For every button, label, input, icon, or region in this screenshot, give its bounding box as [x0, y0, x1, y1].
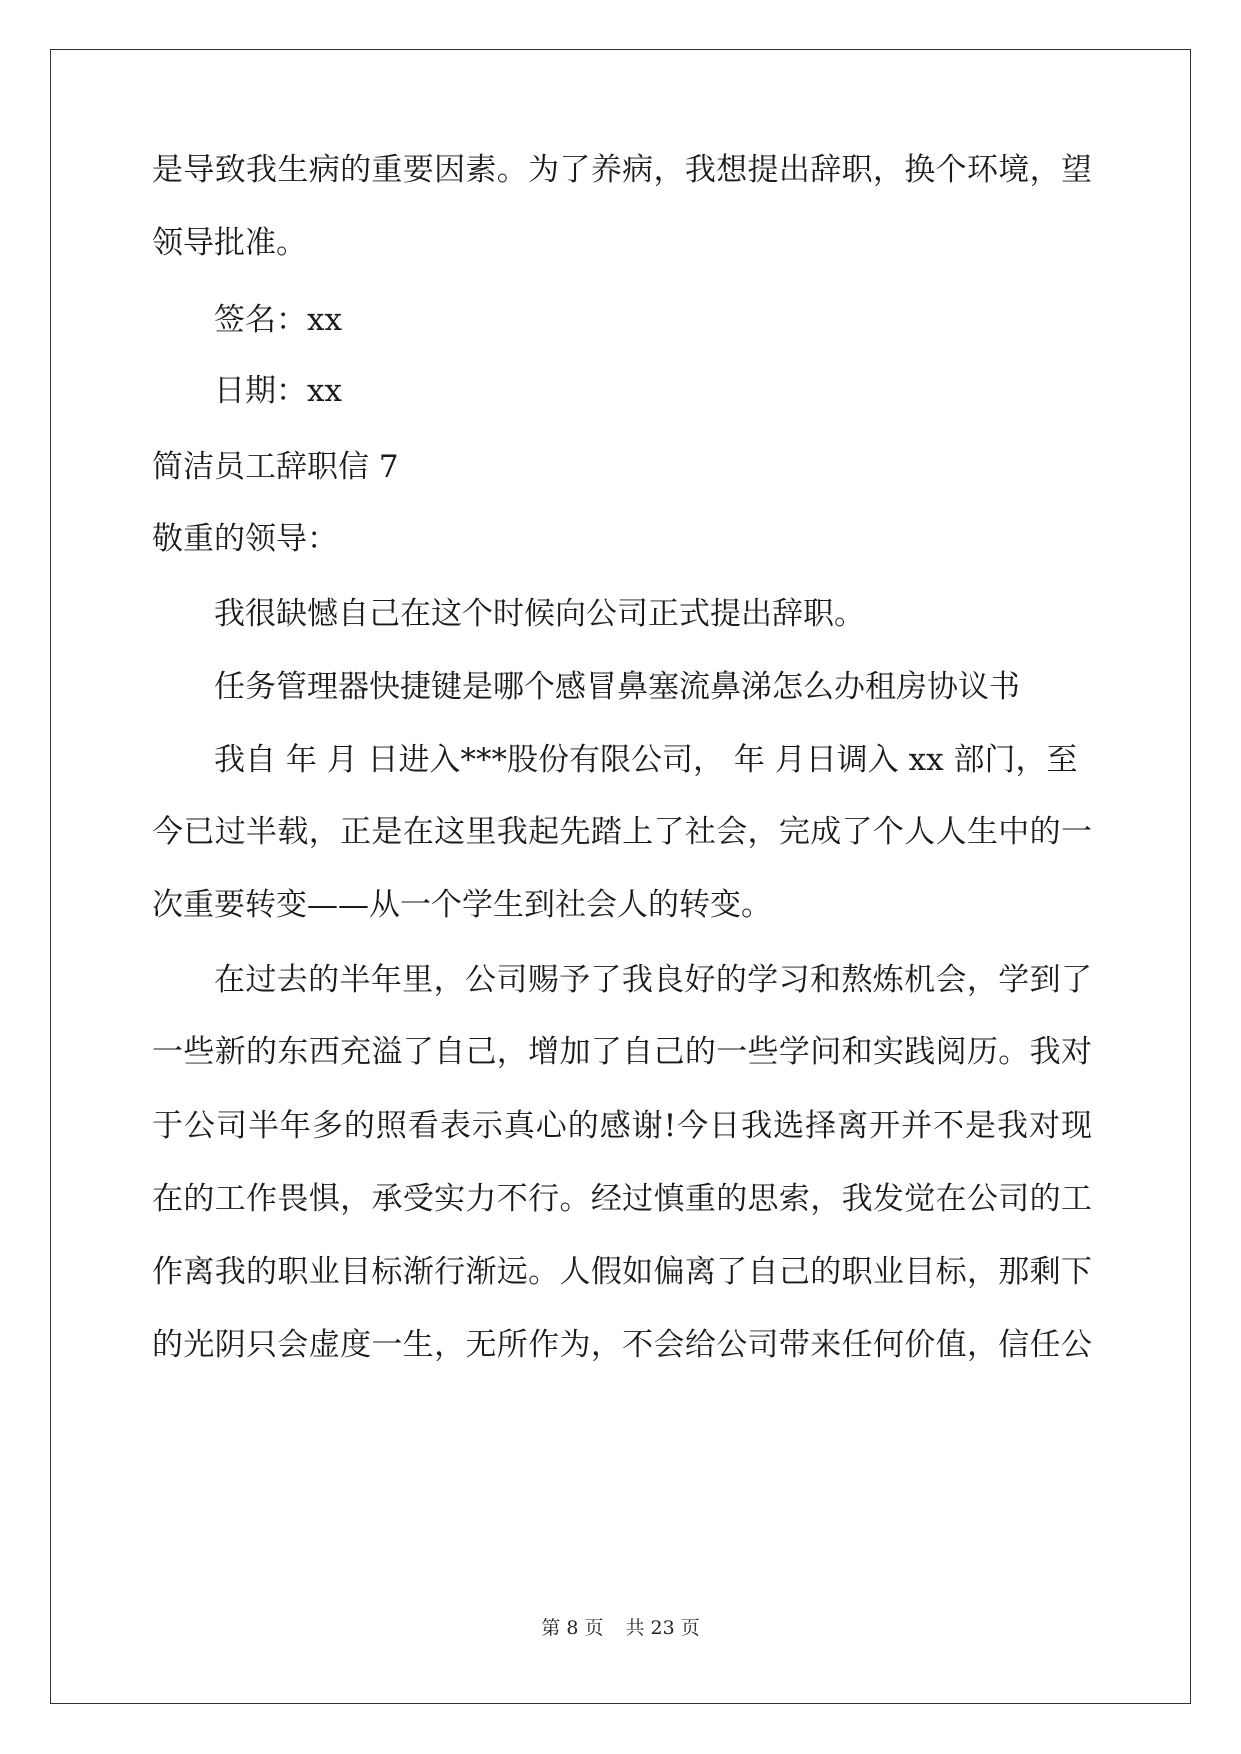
paragraph-line-14: 于公司半年多的照看表示真心的感谢!今日我选择离开并不是我对现	[152, 1108, 1092, 1144]
paragraph-line-16: 作离我的职业目标渐行渐远。人假如偏离了自己的职业目标，那剩下	[152, 1254, 1092, 1290]
page-total: 共 23 页	[625, 1617, 700, 1639]
signature-line: 签名：xx	[214, 302, 342, 338]
date-line: 日期：xx	[214, 373, 342, 409]
paragraph-line-9: 我自 年 月 日进入***股份有限公司， 年 月日调入 xx 部门，至	[214, 742, 1078, 778]
page-footer	[0, 1616, 1241, 1640]
salutation: 敬重的领导：	[152, 521, 338, 557]
paragraph-line-7: 我很缺憾自己在这个时候向公司正式提出辞职。	[214, 596, 865, 632]
paragraph-line-11: 次重要转变——从一个学生到社会人的转变。	[152, 887, 772, 923]
paragraph-line-13: 一些新的东西充溢了自己，增加了自己的一些学问和实践阅历。我对	[152, 1034, 1092, 1070]
page-border	[50, 49, 1191, 1704]
paragraph-line-12: 在过去的半年里，公司赐予了我良好的学习和熬炼机会，学到了	[214, 962, 1092, 998]
page-number: 第 8 页	[541, 1617, 604, 1639]
paragraph-line-2: 领导批准。	[152, 225, 307, 261]
paragraph-line-17: 的光阴只会虚度一生，无所作为，不会给公司带来任何价值，信任公	[152, 1327, 1092, 1363]
paragraph-line-10: 今已过半载，正是在这里我起先踏上了社会，完成了个人人生中的一	[152, 814, 1092, 850]
paragraph-line-1: 是导致我生病的重要因素。为了养病，我想提出辞职，换个环境，望	[152, 152, 1092, 188]
paragraph-line-8: 任务管理器快捷键是哪个感冒鼻塞流鼻涕怎么办租房协议书	[214, 669, 1020, 705]
section-heading: 简洁员工辞职信 7	[152, 449, 399, 485]
paragraph-line-15: 在的工作畏惧，承受实力不行。经过慎重的思索，我发觉在公司的工	[152, 1181, 1092, 1217]
